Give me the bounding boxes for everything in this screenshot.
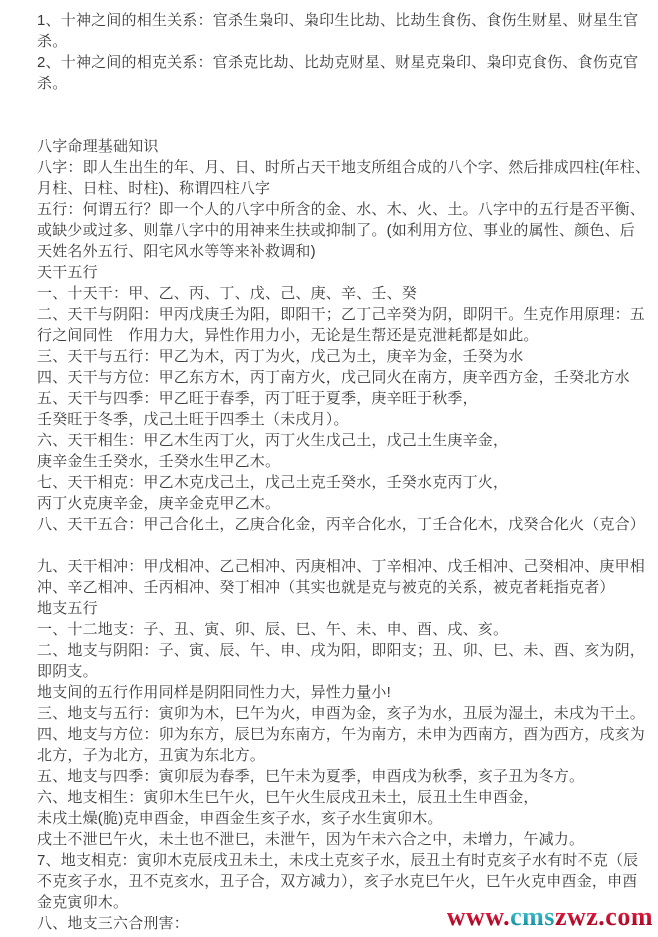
text-line: 五行：何谓五行？即一个人的八字中所含的金、水、木、火、土。八字中的五行是否平衡、 — [37, 201, 646, 218]
text-line: 五、地支与四季：寅卯辰为春季，巳午未为夏季，申酉戌为秋季，亥子丑为冬方。 — [37, 768, 585, 785]
watermark-segment-zwzcom: zwz.com — [554, 902, 653, 931]
text-line: 四、天干与方位：甲乙东方木，丙丁南方火，戊己同火在南方，庚辛西方金，壬癸北方水 — [37, 369, 630, 386]
blank-line — [37, 94, 638, 115]
text-line: 月柱、日柱、时柱)、称谓四柱八字 — [37, 180, 271, 197]
text-line: 或缺少或过多、则靠八字中的用神来生扶或抑制了。(如利用方位、事业的属性、颜色、后 — [37, 222, 635, 239]
blank-line — [37, 115, 638, 136]
text-line: 六、天干相生：甲乙木生丙丁火，丙丁火生戊己土，戊己土生庚辛金， — [37, 432, 509, 449]
text-line: 庚辛金生壬癸水，壬癸水生甲乙木。 — [37, 453, 281, 470]
text-line: 未戌土燥(脆)克申酉金，申酉金生亥子水，亥子水生寅卯木。 — [37, 810, 443, 827]
watermark-segment-www: www. — [446, 902, 511, 931]
text-line: 冲、辛乙相冲、壬丙相冲、癸丁相冲（其实也就是克与被克的关系，被克者耗指克者） — [37, 579, 615, 596]
watermark-segment-cms: cms — [510, 902, 555, 931]
text-line: 不克亥子水，丑不克亥水，丑子合，双方减力），亥子水克巳午火，巳午火克申酉金，申酉 — [37, 873, 638, 890]
text-line: 八、地支三六合刑害： — [37, 915, 190, 932]
text-line: 二、地支与阴阳：子、寅、辰、午、申、戌为阳，即阳支；丑、卯、巳、未、酉、亥为阴， — [37, 642, 646, 659]
text-line: 戌土不泄巳午火，未土也不泄巳，未泄午，因为午未六合之中，未增力，午减力。 — [37, 831, 585, 848]
text-line: 八、天干五合：甲己合化土，乙庚合化金，丙辛合化水，丁壬合化木，戊癸合化火（克合） — [37, 516, 646, 533]
text-line: 杀。 — [37, 33, 68, 50]
text-line: 四、地支与方位：卯为东方，辰巳为东南方，午为南方，未申为西南方，酉为西方，戌亥为 — [37, 726, 646, 743]
text-line: 天姓名外五行、阳宅风水等等来补救调和) — [37, 243, 316, 260]
text-line: 丙丁火克庚辛金，庚辛金克甲乙木。 — [37, 495, 281, 512]
text-line: 五、天干与四季：甲乙旺于春季，丙丁旺于夏季，庚辛旺于秋季， — [37, 390, 478, 407]
text-line: 即阴支。 — [37, 663, 98, 680]
text-line: 九、天干相冲：甲戊相冲、乙己相冲、丙庚相冲、丁辛相冲、戊壬相冲、己癸相冲、庚甲相 — [37, 558, 646, 575]
section-title: 天干五行 — [37, 264, 98, 281]
text-line: 北方，子为北方，丑寅为东北方。 — [37, 747, 266, 764]
text-line: 7、地支相克：寅卯木克辰戌丑未土，未戌土克亥子水，辰丑土有时克亥子水有时不克（辰 — [37, 852, 639, 869]
text-line: 地支间的五行作用同样是阴阳同性力大，异性力量小! — [37, 684, 391, 701]
section-title: 地支五行 — [37, 600, 98, 617]
blank-line — [37, 535, 638, 556]
text-line: 杀。 — [37, 75, 68, 92]
text-line: 三、天干与五行：甲乙为木，丙丁为火，戊己为土，庚辛为金，壬癸为水 — [37, 348, 524, 365]
text-line: 六、地支相生：寅卯木生巳午火，巳午火生辰戌丑未土，辰丑土生申酉金， — [37, 789, 539, 806]
text-line: 1、十神之间的相生关系：官杀生枭印、枭印生比劫、比劫生食伤、食伤生财星、财星生官 — [37, 12, 639, 29]
text-line: 一、十天干：甲、乙、丙、丁、戊、己、庚、辛、壬、癸 — [37, 285, 418, 302]
text-line: 八字：即人生出生的年、月、日、时所占天干地支所组合成的八个字、然后排成四柱(年柱、 — [37, 159, 651, 176]
text-line: 金克寅卯木。 — [37, 894, 129, 911]
text-line: 壬癸旺于冬季，戊己土旺于四季土（未戌月）。 — [37, 411, 349, 428]
text-line: 二、天干与阴阳：甲丙戊庚壬为阳，即阳干；乙丁己辛癸为阴，即阴干。生克作用原理：五 — [37, 306, 646, 323]
site-watermark — [447, 904, 653, 930]
text-line: 三、地支与五行：寅卯为木，巳午为火，申酉为金，亥子为水，丑辰为湿土，未戌为干土。 — [37, 705, 646, 722]
text-line: 行之间同性 作用力大，异性作用力小，无论是生帮还是克泄耗都是如此。 — [37, 327, 539, 344]
text-line: 一、十二地支：子、丑、寅、卯、辰、巳、午、未、申、酉、戌、亥。 — [37, 621, 509, 638]
text-line: 七、天干相克：甲乙木克戊己土，戊己土克壬癸水，壬癸水克丙丁火， — [37, 474, 509, 491]
section-title: 八字命理基础知识 — [37, 138, 159, 155]
text-line: 2、十神之间的相克关系：官杀克比劫、比劫克财星、财星克枭印、枭印克食伤、食伤克官 — [37, 54, 639, 71]
